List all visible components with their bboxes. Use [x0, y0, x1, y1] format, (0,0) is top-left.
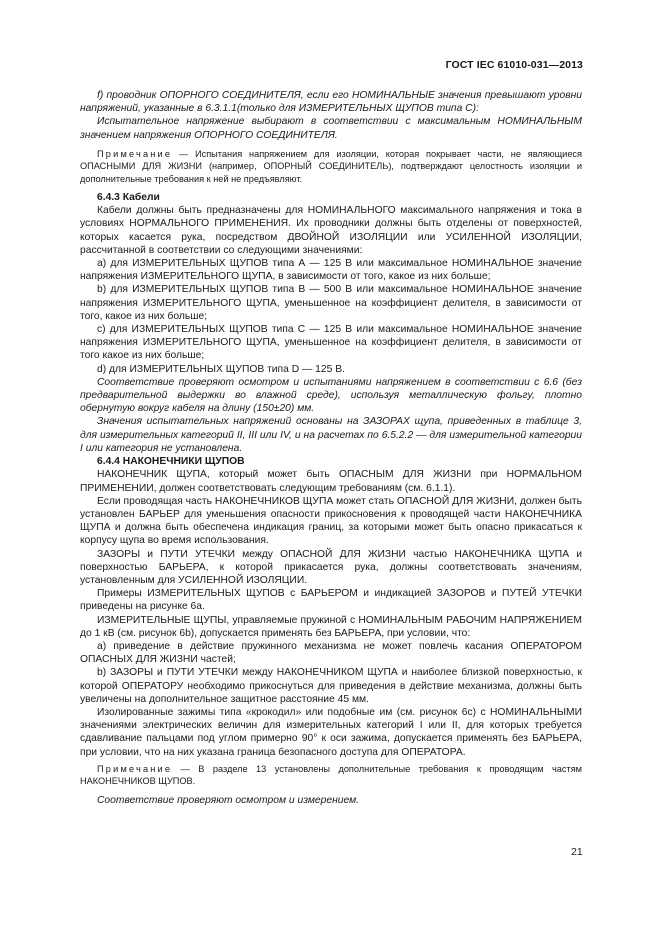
paragraph-spring-probes: ИЗМЕРИТЕЛЬНЫЕ ЩУПЫ, управляемые пружиной с НОМИНАЛЬНЫМ РАБОЧИМ НАПРЯЖЕНИЕМ до 1 кВ (см. рисунок 6b), допускается применять без БАРЬЕРА, при условии, что:: [80, 614, 582, 639]
list2-item-a: a) приведение в действие пружинного механизма не может повлечь касания ОПЕРАТОРОМ ОПАСНЫХ ДЛЯ ЖИЗНИ частей;: [80, 640, 582, 666]
note-text: — Испытания напряжением для изоляции, которая покрывает части, не являющиеся ОПАСНЫМИ ДЛЯ ЖИЗНИ (например, ОПОРНЫЙ СОЕДИНИТЕЛЬ), подтверждают целостность изоляции и дополнительные требования к ней не предъявляют.: [80, 148, 582, 184]
paragraph-clearances: ЗАЗОРЫ и ПУТИ УТЕЧКИ между ОПАСНОЙ ДЛЯ ЖИЗНИ частью НАКОНЕЧНИКА ЩУПА и поверхностью БАРЬЕРА, к которой прикасается рука, должны соответствовать значениям, установленным для УСИЛЕННОЙ ИЗОЛЯЦИИ.: [80, 548, 582, 586]
note-insulation: [80, 148, 582, 185]
paragraph-test-voltage: Испытательное напряжение выбирают в соответствии с максимальным НОМИНАЛЬНЫМ значением напряжения ОПОРНОГО СОЕДИНИТЕЛЯ.: [80, 116, 582, 141]
paragraph-cables: Кабели должны быть предназначены для НОМИНАЛЬНОГО максимального напряжения и тока в условиях НОРМАЛЬНОГО ПРИМЕНЕНИЯ. Их проводники должны быть отделены от поверхностей, которых касается рука, посредством ДВОЙНОЙ ИЗОЛЯЦИИ или УСИЛЕННОЙ ИЗОЛЯЦИИ, рассчитанной в соответствии со следующими значениями:: [80, 205, 582, 256]
list-item-b: b) для ИЗМЕРИТЕЛЬНЫХ ЩУПОВ типа В — 500 В или максимальное НОМИНАЛЬНОЕ значение напряжения ИЗМЕРИТЕЛЬНОГО ЩУПА, уменьшенное на коэффициент делителя, в зависимости от того, какое из них больше;: [80, 284, 582, 322]
list-item-d: d) для ИЗМЕРИТЕЛЬНЫХ ЩУПОВ типа D — 125 В.: [97, 363, 345, 375]
note-label: Примечание: [97, 763, 173, 774]
page-content: [80, 89, 582, 807]
paragraph-test-values: Значения испытательных напряжений основаны на ЗАЗОРАХ щупа, приведенных в таблице 3, для измерительных категорий II, III или IV, и на расчетах по 6.5.2.2 — для измерительной категории I или категория не установлена.: [80, 416, 582, 454]
list-item-a: a) для ИЗМЕРИТЕЛЬНЫХ ЩУПОВ типа А — 125 В или максимальное НОМИНАЛЬНОЕ значение напряжения ИЗМЕРИТЕЛЬНОГО ЩУПА, в зависимости от того, какое из них больше;: [80, 258, 582, 283]
heading-6-4-3: 6.4.3 Кабели: [97, 192, 160, 204]
paragraph-compliance-cables: Соответствие проверяют осмотром и испытаниями напряжением в соответствии с 6.6 (без предварительной выдержки во влажной среде), используя металлическую фольгу, плотно обернутую вокруг кабеля на длину (150±20) мм.: [80, 376, 582, 415]
paragraph-item-f: f) проводник ОПОРНОГО СОЕДИНИТЕЛЯ, если его НОМИНАЛЬНЫЕ значения превышают уровни напряжений, указанные в 6.3.1.1(только для ИЗМЕРИТЕЛЬНЫХ ЩУПОВ типа C):: [80, 90, 582, 115]
list2-item-b: b) ЗАЗОРЫ и ПУТИ УТЕЧКИ между НАКОНЕЧНИКОМ ЩУПА и наиболее близкой поверхностью, к которой ОПЕРАТОРУ необходимо прикоснуться для приведения в действие механизма, должны быть увеличены на дополнительное защитное расстояние 45 мм.: [80, 667, 582, 705]
paragraph-probe-tip: НАКОНЕЧНИК ЩУПА, который может быть ОПАСНЫМ ДЛЯ ЖИЗНИ при НОРМАЛЬНОМ ПРИМЕНЕНИИ, должен соответствовать следующим требованиям (см. 6.1.1).: [80, 469, 582, 494]
paragraph-examples: Примеры ИЗМЕРИТЕЛЬНЫХ ЩУПОВ с БАРЬЕРОМ и индикацией ЗАЗОРОВ и ПУТЕЙ УТЕЧКИ приведены на рисунке 6а.: [80, 588, 582, 613]
page-number: 21: [571, 846, 583, 858]
note-section-13: [80, 763, 582, 788]
paragraph-alligator-clips: Изолированные зажимы типа «крокодил» или подобные им (см. рисунок 6c) с НОМИНАЛЬНЫМИ значениями электрических величин для измерительных категорий I или II, для которых требуется сдавливание пальцами под углом примерно 90° к оси зажима, допускается применять без БАРЬЕРА, при условии, что на них указана граница безопасного доступа для ОПЕРАТОРА.: [80, 706, 582, 758]
document-id-header: ГОСТ IEC 61010-031—2013: [445, 59, 583, 71]
list-item-c: c) для ИЗМЕРИТЕЛЬНЫХ ЩУПОВ типа С — 125 В или максимальное НОМИНАЛЬНОЕ значение напряжения ИЗМЕРИТЕЛЬНОГО ЩУПА, уменьшенное на коэффициент делителя, в зависимости от того какое из них больше;: [80, 324, 582, 362]
note-label: Примечание: [97, 148, 173, 159]
paragraph-compliance-final: Соответствие проверяют осмотром и измерением.: [97, 794, 360, 806]
note-text: — В разделе 13 установлены дополнительные требования к проводящим частям НАКОНЕЧНИКОВ ЩУПОВ.: [80, 763, 582, 787]
heading-6-4-4: 6.4.4 НАКОНЕЧНИКИ ЩУПОВ: [97, 456, 245, 468]
paragraph-barrier: Если проводящая часть НАКОНЕЧНИКОВ ЩУПА может стать ОПАСНОЙ ДЛЯ ЖИЗНИ, должен быть установлен БАРЬЕР для уменьшения опасности прикосновения к проводящей части НАКОНЕЧНИКА ЩУПА и должна быть обеспечена индикация границ, за которыми может быть опасно прикасаться к корпусу щупа во время использования.: [80, 495, 582, 547]
